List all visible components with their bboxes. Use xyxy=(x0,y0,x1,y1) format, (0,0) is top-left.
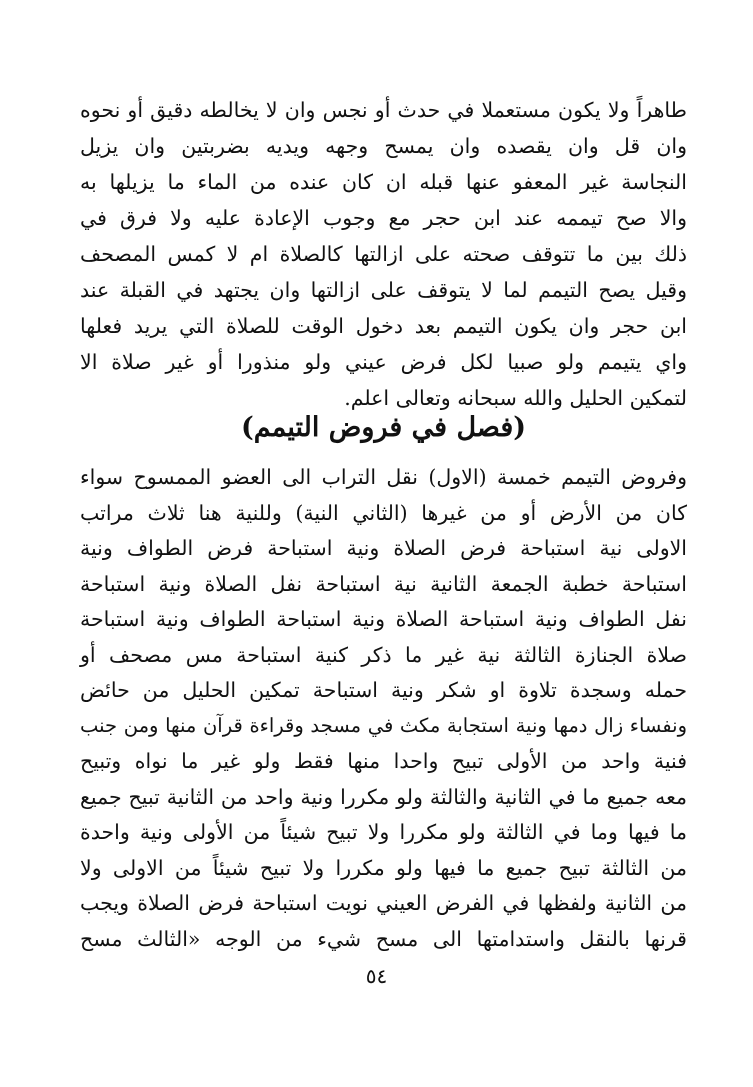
text-line: ذلك بين ما تتوقف صحته على ازالتها كالصلاة ام لا كمس المصحف xyxy=(80,242,687,266)
text-line: ابن حجر وان يكون التيمم بعد دخول الوقت للصلاة التي يريد فعلها xyxy=(80,314,687,338)
text-line: من الثانية ولفظها في الفرض العيني نويت استباحة فرض الصلاة ويجب xyxy=(80,891,687,915)
text-line: استباحة خطبة الجمعة الثانية نية استباحة نفل الصلاة ونية استباحة xyxy=(80,571,687,596)
text-line: نفل الطواف ونية استباحة الصلاة ونية استباحة الطواف ونية استباحة xyxy=(80,607,687,631)
text-line: قرنها بالنقل واستدامتها الى مسح شيء من الوجه «الثالث مسح xyxy=(80,926,687,951)
text-line: لتمكين الحليل والله سبحانه وتعالى اعلم. xyxy=(344,386,687,410)
text-line: وقيل يصح التيمم لما لا يتوقف على ازالتها وان يجتهد في القبلة عند xyxy=(80,278,687,302)
text-line: وان قل وان يقصده وان يمسح وجهه ويديه بضربتين وان يزيل xyxy=(80,134,687,158)
page-number: ٥٤ xyxy=(365,964,388,988)
text-line: ما فيها وما في الثالثة ولو مكررا ولا تبيح شيئاً من الأولى ونية واحدة xyxy=(80,820,687,844)
text-line: حمله وسجدة تلاوة او شكر ونية استباحة تمكين الحليل من حائض xyxy=(80,678,687,702)
text-line: واي يتيمم ولو صبيا لكل فرض عيني ولو منذورا أو غير صلاة الا xyxy=(80,350,687,374)
text-line: ونفساء زال دمها ونية استجابة مكث في مسجد وقراءة قرآن منها ومن جنب xyxy=(80,713,687,737)
text-line: من الثالثة تبيح جميع ما فيها ولو مكررا ولا تبيح شيئاً من الاولى ولا xyxy=(80,855,687,880)
text-line: معه جميع ما في الثانية والثالثة ولو مكررا ونية واحد من الثانية تبيح جميع xyxy=(80,784,687,809)
section-heading: (فصل في فروض التيمم) xyxy=(240,412,527,443)
text-line: وفروض التيمم خمسة (الاول) نقل التراب الى العضو الممسوح سواء xyxy=(80,465,687,489)
text-line: كان من الأرض أو من غيرها (الثاني النية) وللنية هنا ثلاث مراتب xyxy=(80,500,687,525)
text-line: النجاسة غير المعفو عنها قبله ان كان عنده من الماء ما يزيلها به xyxy=(80,170,687,194)
text-line: الاولى نية استباحة فرض الصلاة ونية استباحة فرض الطواف ونية xyxy=(80,536,687,560)
text-line: فنية واحد من الأولى تبيح واحدا منها فقط ولو غير ما نواه وتبيح xyxy=(80,749,687,773)
text-line: والا صح تيممه عند ابن حجر مع وجوب الإعادة عليه ولا فرق في xyxy=(80,206,687,230)
text-line: طاهراً ولا يكون مستعملا في حدث أو نجس وان لا يخالطه دقيق أو نحوه xyxy=(80,98,687,122)
text-line: صلاة الجنازة الثالثة نية غير ما ذكر كنية استباحة مس مصحف أو xyxy=(80,642,687,667)
